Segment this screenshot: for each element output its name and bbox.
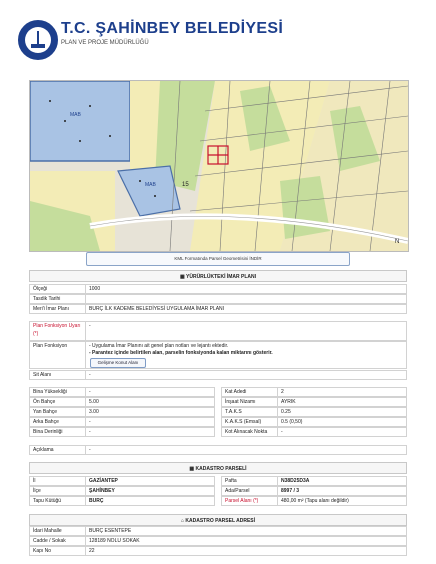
on-bahce-row: Ön Bahçe 5.00: [29, 397, 215, 407]
gelisme-konut-button[interactable]: Gelişme Konut Alanı: [90, 358, 146, 368]
bina-der-row: Bina Derinliği -: [29, 427, 215, 437]
tasdik-row: Tasdik Tarihi: [29, 294, 407, 304]
municipality-logo: [18, 20, 58, 60]
olcek-row: Ölçeği 1000: [29, 284, 407, 294]
arka-bahce-row: Arka Bahçe -: [29, 417, 215, 427]
aciklama-row: Açıklama -: [29, 445, 407, 455]
page-title: T.C. ŞAHİNBEY BELEDİYESİ: [61, 20, 284, 37]
parcel-block: [30, 81, 130, 161]
tapu-row: Tapu Kütüğü BURÇ: [29, 496, 215, 506]
kml-download-button[interactable]: KML Formatında Parsel Geometrisini İNDİR: [86, 252, 350, 266]
il-row: İl GAZİANTEP: [29, 476, 215, 486]
map-label: MAB: [70, 112, 81, 118]
meri-row: Meri'i İmar Planı BURÇ İLK KADEME BELEDİYESİ UYGULAMA İMAR PLANI: [29, 304, 407, 314]
ilce-row: İlçe ŞAHİNBEY: [29, 486, 215, 496]
grid-icon: ▦: [189, 466, 196, 472]
kot-row: Kot Alınacak Nokta -: [221, 427, 407, 437]
zoning-map[interactable]: [29, 80, 409, 252]
zoning-heading: ▦ YÜRÜRLÜKTEKİ İMAR PLANI: [29, 270, 407, 282]
grid-icon: ▦: [179, 274, 187, 280]
home-icon: ⌂: [180, 518, 186, 524]
taks-row: T.A.K.S 0.25: [221, 407, 407, 417]
page-subtitle: PLAN VE PROJE MÜDÜRLÜĞÜ: [61, 40, 149, 46]
yan-bahce-row: Yan Bahçe 3.00: [29, 407, 215, 417]
sit-row: Sit Alanı -: [29, 370, 407, 380]
ada-row: Ada/Parsel 8997 / 3: [221, 486, 407, 496]
kat-adedi-row: Kat Adedi 2: [221, 387, 407, 397]
insaat-row: İnşaat Nizamı AYRIK: [221, 397, 407, 407]
alan-row: Parsel Alanı (*) 480,00 m² (Tapu alanı değildir): [221, 496, 407, 506]
map-canvas: [30, 81, 408, 251]
map-label: 15: [182, 182, 189, 188]
mahalle-row: İdari Mahalle BURÇ ESENTEPE: [29, 526, 407, 536]
map-label: MAB: [145, 182, 156, 188]
parcel-heading: ▦ KADASTRO PARSELİ: [29, 462, 407, 474]
kapi-row: Kapı No 22: [29, 546, 407, 556]
fonksiyon-uyari-row: Plan Fonksiyon Uyarı (*) -: [29, 321, 407, 341]
fonksiyon-row: Plan Fonksiyon - Uygulama İmar Planını ait genel plan notları ve lejantı ektedir. - Parantez içinde belirtilen alan, parselin fonksiyonda kalan miktarını gösterir. Gelişme Konut Alanı: [29, 341, 407, 369]
kaks-row: K.A.K.S (Emsal) 0.5 (0,50): [221, 417, 407, 427]
cadde-row: Cadde / Sokak 128189 NOLU SOKAK: [29, 536, 407, 546]
pafta-row: Pafta N38D25D3A: [221, 476, 407, 486]
bina-yuk-row: Bina Yüksekliği -: [29, 387, 215, 397]
address-heading: ⌂ KADASTRO PARSEL ADRESİ: [29, 514, 407, 526]
north-label: N: [395, 239, 400, 245]
page-header: [0, 0, 436, 76]
